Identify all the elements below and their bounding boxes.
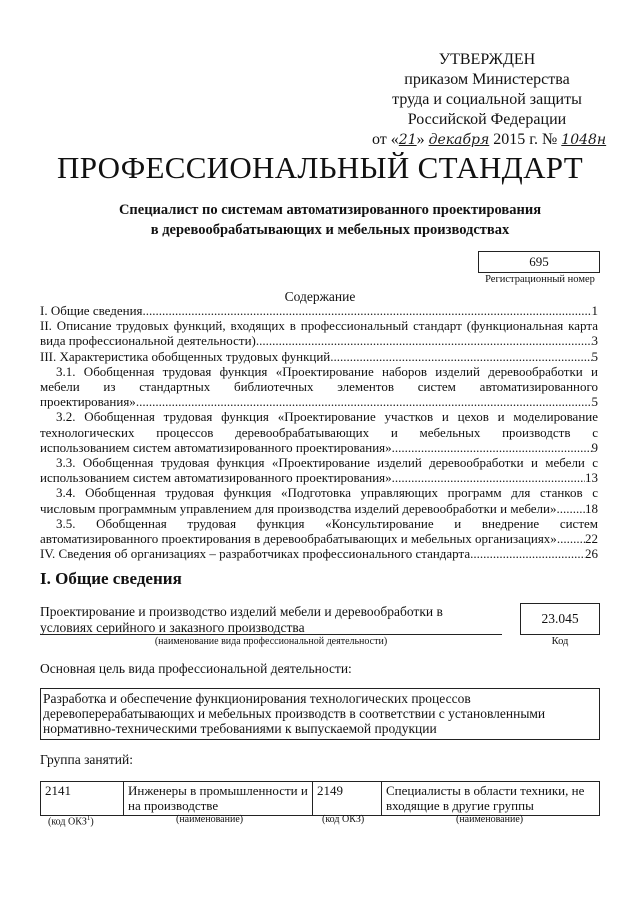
table-of-contents xyxy=(40,303,598,561)
occupation-code: 2149 xyxy=(313,782,382,816)
toc-item[interactable]: I. Общие сведения ..... 1 xyxy=(40,303,598,318)
occupation-code: 2141 xyxy=(41,782,124,816)
toc-item[interactable]: использованием систем автоматизированного проектирования» ..... 13 xyxy=(40,470,598,485)
goal-box: Разработка и обеспечение функционирования технологических процессов деревоперерабатывающих и мебельных производств в соответствии с установленными нормативно-техническими требованиями к выпускаемой продукции xyxy=(40,688,600,740)
occupation-name: Специалисты в области техники, не входящие в другие группы xyxy=(382,782,600,816)
document-title: ПРОФЕССИОНАЛЬНЫЙ СТАНДАРТ xyxy=(57,150,583,185)
activity-underline xyxy=(40,634,502,635)
occupation-table xyxy=(40,781,600,816)
toc-item-line[interactable]: технологических процессов деревообрабатывающих и мебельных производств с xyxy=(40,424,598,440)
toc-item-line[interactable]: мебели из стандартных библиотечных элементов систем автоматизированного xyxy=(40,379,598,395)
toc-item-line[interactable]: 3.2. Обобщенная трудовая функция «Проектирование участков и цехов и моделирование xyxy=(56,409,598,425)
toc-heading: Содержание xyxy=(284,289,356,304)
occupation-name-caption: (наименование) xyxy=(176,814,244,825)
toc-item[interactable]: использованием систем автоматизированного проектирования» ..... 9 xyxy=(40,440,598,455)
toc-item[interactable]: проектирования» ..... 5 xyxy=(40,394,598,409)
approval-date: от «21» декабря 2015 г. № 1048н xyxy=(372,131,607,148)
toc-item[interactable]: числовым программным управлением для производства изделий деревообработки и мебели» ..... 18 xyxy=(40,501,598,516)
occupation-group-label: Группа занятий: xyxy=(40,752,133,767)
toc-item[interactable]: автоматизированного проектирования в деревообрабатывающих и мебельных организациях» ..... 22 xyxy=(40,531,598,546)
activity-name: Проектирование и производство изделий мебели и деревообработки в условиях серийного и заказного производства xyxy=(40,604,443,635)
toc-item[interactable]: вида профессиональной деятельности) ..... 3 xyxy=(40,333,598,348)
registration-number-box: 695 xyxy=(478,251,600,273)
document-subtitle: Специалист по системам автоматизированного проектирования в деревообрабатывающих и мебельных производствах xyxy=(118,202,542,238)
handwritten-number: 1048н xyxy=(561,132,607,148)
toc-item[interactable]: IV. Сведения об организациях – разработчиках профессионального стандарта ..... 26 xyxy=(40,546,598,561)
activity-code-caption: Код xyxy=(551,636,569,647)
approval-block xyxy=(372,50,607,150)
okz-code-caption: (код ОКЗ) xyxy=(322,814,365,825)
toc-item[interactable]: III. Характеристика обобщенных трудовых функций ..... 5 xyxy=(40,349,598,364)
approval-line2: труда и социальной защиты xyxy=(392,91,582,108)
goal-label: Основная цель вида профессиональной деятельности: xyxy=(40,661,352,676)
toc-item-line[interactable]: 3.5. Обобщенная трудовая функция «Консультирование и внедрение систем xyxy=(56,515,598,531)
occupation-name: Инженеры в промышленности и на производстве xyxy=(124,782,313,816)
okz-code-caption: (код ОКЗ$^1$) xyxy=(48,814,94,828)
handwritten-month: декабря xyxy=(428,132,490,148)
table-row xyxy=(41,782,600,816)
approval-line1: приказом Министерства xyxy=(404,71,570,88)
handwritten-day: 21 xyxy=(398,132,417,148)
toc-item-line[interactable]: 3.3. Обобщенная трудовая функция «Проектирование изделий деревообработки и мебели с xyxy=(56,455,598,471)
approval-line3: Российской Федерации xyxy=(407,111,567,128)
section-heading: I. Общие сведения xyxy=(40,569,182,588)
occupation-name-caption: (наименование) xyxy=(456,814,524,825)
approval-heading: УТВЕРЖДЕН xyxy=(438,51,536,68)
toc-item-line[interactable]: 3.1. Обобщенная трудовая функция «Проектирование наборов изделий деревообработки и xyxy=(56,363,598,379)
activity-caption: (наименование вида профессиональной деятельности) xyxy=(154,636,388,647)
activity-code-box: 23.045 xyxy=(520,603,600,635)
toc-item-line[interactable]: II. Описание трудовых функций, входящих в профессиональный стандарт (функциональная карта xyxy=(40,318,598,334)
toc-item-line[interactable]: 3.4. Обобщенная трудовая функция «Подготовка управляющих программ для станков с xyxy=(56,485,598,501)
registration-caption: Регистрационный номер xyxy=(485,274,595,285)
